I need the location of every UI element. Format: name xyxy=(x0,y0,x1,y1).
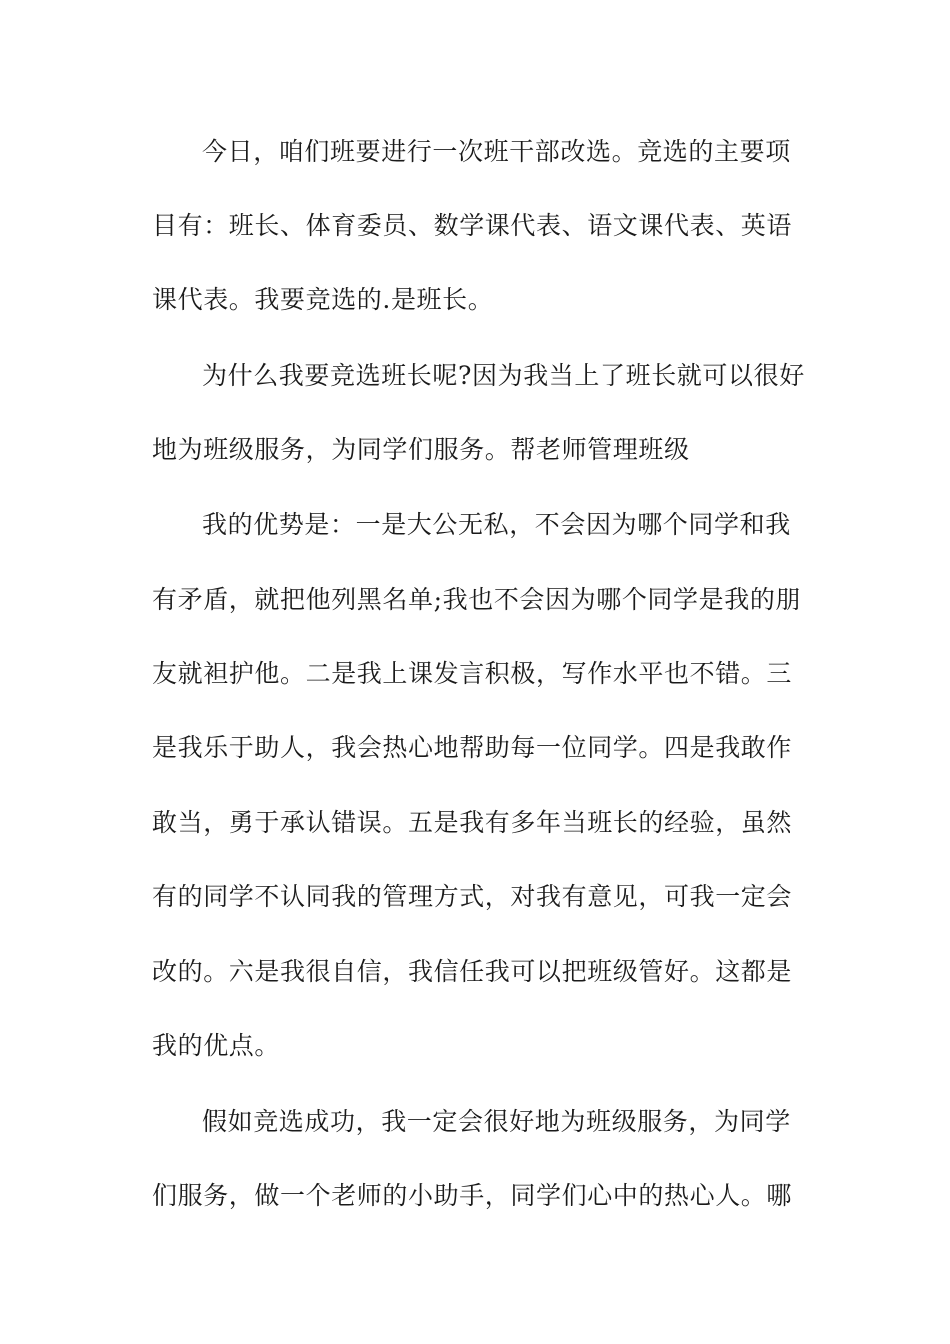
text-line: 今日，咱们班要进行一次班干部改选。竞选的主要项 xyxy=(202,137,791,166)
text-line: 假如竞选成功，我一定会很好地为班级服务，为同学 xyxy=(202,1107,791,1136)
text-line: 们服务，做一个老师的小助手，同学们心中的热心人。哪 xyxy=(152,1181,793,1210)
text-line: 敢当，勇于承认错误。五是我有多年当班长的经验，虽然 xyxy=(152,808,793,837)
text-line: 我的优点。 xyxy=(152,1031,281,1060)
text-line: 改的。六是我很自信，我信任我可以把班级管好。这都是 xyxy=(152,957,793,986)
text-line: 有的同学不认同我的管理方式，对我有意见，可我一定会 xyxy=(152,882,793,911)
text-line: 我的优势是：一是大公无私，不会因为哪个同学和我 xyxy=(202,510,791,539)
text-line: 课代表。我要竞选的.是班长。 xyxy=(152,285,494,314)
text-line: 是我乐于助人，我会热心地帮助每一位同学。四是我敢作 xyxy=(152,733,793,762)
text-line: 地为班级服务，为同学们服务。帮老师管理班级 xyxy=(152,435,690,464)
text-line: 为什么我要竞选班长呢?因为我当上了班长就可以很好 xyxy=(202,361,805,390)
text-line: 目有：班长、体育委员、数学课代表、语文课代表、英语 xyxy=(152,211,793,240)
text-line: 友就袒护他。二是我上课发言积极，写作水平也不错。三 xyxy=(152,659,793,688)
text-line: 有矛盾，就把他列黑名单;我也不会因为哪个同学是我的朋 xyxy=(152,585,802,614)
